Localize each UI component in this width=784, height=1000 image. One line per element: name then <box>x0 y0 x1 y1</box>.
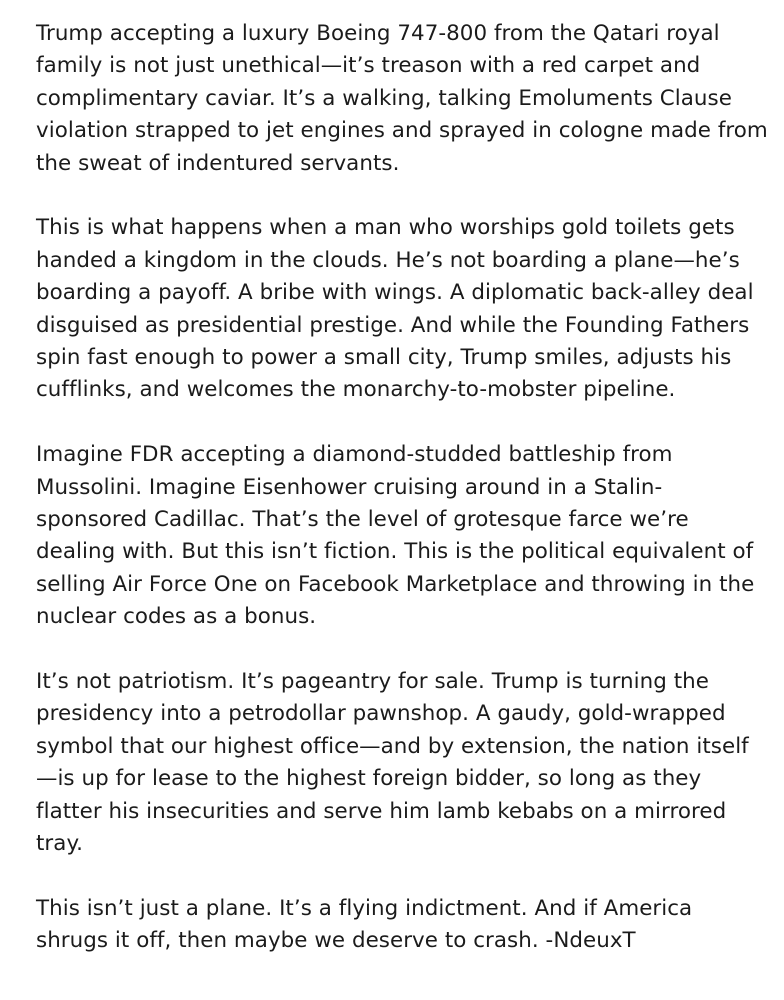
post-body <box>36 18 770 958</box>
paragraph-2: This is what happens when a man who worships gold toilets gets handed a kingdom in the clouds. He’s not boarding a plane—he’s boarding a payoff. A bribe with wings. A diplomatic back-alley deal disguised as presidential prestige. And while the Founding Fathers spin fast enough to power a small city, Trump smiles, adjusts his cufflinks, and welcomes the monarchy-to-mobster pipeline. <box>36 215 754 403</box>
paragraph-1: Trump accepting a luxury Boeing 747-800 from the Qatari royal family is not just unethical—it’s treason with a red carpet and complimentary caviar. It’s a walking, talking Emoluments Clause violation strapped to jet engines and sprayed in cologne made from the sweat of indentured servants. <box>36 21 768 176</box>
paragraph-3: Imagine FDR accepting a diamond-studded battleship from Mussolini. Imagine Eisenhower cruising around in a Stalin-sponsored Cadillac. That’s the level of grotesque farce we’re dealing with. But this isn’t fiction. This is the political equivalent of selling Air Force One on Facebook Marketplace and throwing in the nuclear codes as a bonus. <box>36 442 755 630</box>
paragraph-5: This isn’t just a plane. It’s a flying indictment. And if America shrugs it off, then maybe we deserve to crash. -NdeuxT <box>36 895 693 954</box>
paragraph-4: It’s not patriotism. It’s pageantry for sale. Trump is turning the presidency into a petrodollar pawnshop. A gaudy, gold-wrapped symbol that our highest office—and by extension, the nation itself—is up for lease to the highest foreign bidder, so long as they flatter his insecurities and serve him lamb kebabs on a mirrored tray. <box>36 669 749 857</box>
